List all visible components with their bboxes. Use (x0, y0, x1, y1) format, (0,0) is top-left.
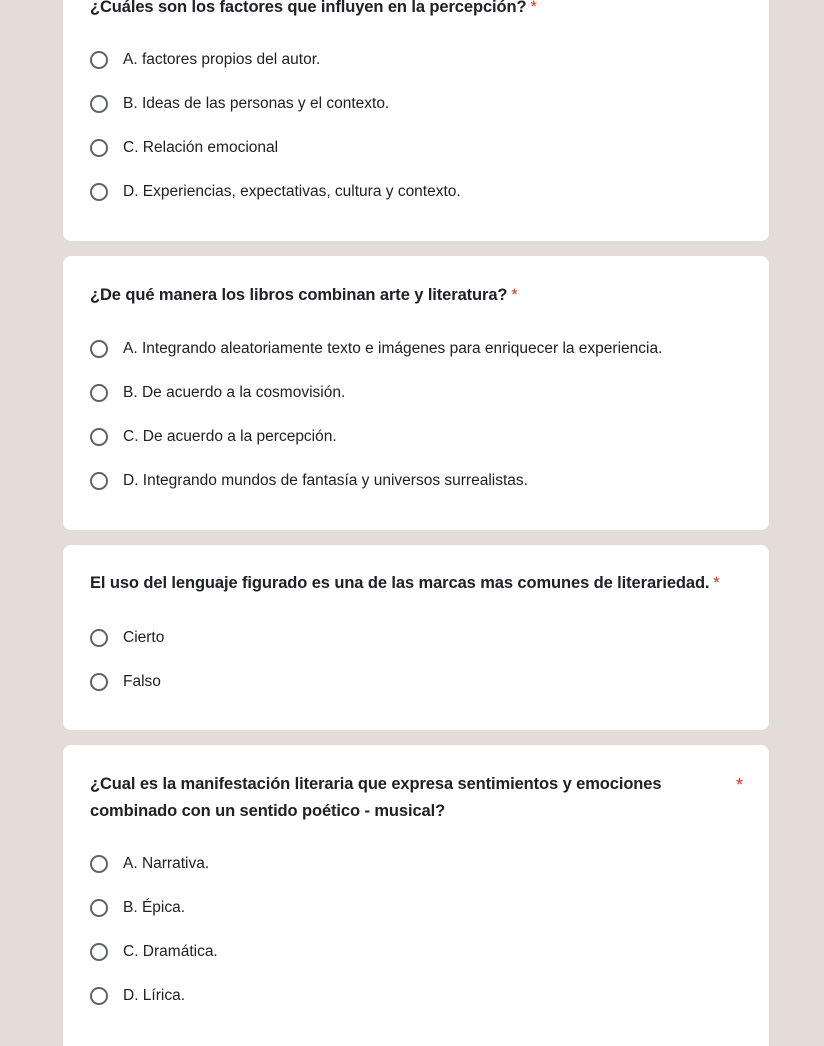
option-label: D. Experiencias, expectativas, cultura y contexto. (123, 183, 461, 200)
question-title-text: ¿Cual es la manifestación literaria que expresa sentimientos y emociones combinado con un sentido poético - musical? (90, 775, 662, 820)
option-label: Falso (123, 673, 161, 690)
question-card-4 (63, 745, 769, 1046)
radio-button-icon[interactable] (90, 629, 108, 647)
radio-option[interactable] (90, 983, 185, 1009)
question-title (90, 282, 743, 309)
radio-button-icon[interactable] (90, 384, 108, 402)
radio-button-icon[interactable] (90, 428, 108, 446)
question-card-2 (63, 256, 769, 530)
radio-option[interactable] (90, 380, 345, 406)
radio-button-icon[interactable] (90, 899, 108, 917)
radio-button-icon[interactable] (90, 340, 108, 358)
question-card-1 (63, 0, 769, 241)
radio-button-icon[interactable] (90, 943, 108, 961)
radio-option[interactable] (90, 895, 185, 921)
radio-button-icon[interactable] (90, 183, 108, 201)
radio-option[interactable] (90, 47, 320, 73)
option-label: C. Dramática. (123, 943, 218, 960)
required-asterisk: * (713, 574, 720, 592)
radio-option[interactable] (90, 424, 337, 450)
radio-button-icon[interactable] (90, 472, 108, 490)
question-title-text: ¿De qué manera los libros combinan arte y literatura? (90, 286, 508, 304)
radio-button-icon[interactable] (90, 51, 108, 69)
radio-option[interactable] (90, 179, 461, 205)
option-label: A. Integrando aleatoriamente texto e imágenes para enriquecer la experiencia. (123, 340, 663, 357)
option-label: B. Ideas de las personas y el contexto. (123, 95, 390, 112)
required-asterisk: * (735, 775, 743, 795)
required-asterisk: * (530, 0, 537, 16)
radio-button-icon[interactable] (90, 855, 108, 873)
radio-option[interactable] (90, 135, 278, 161)
radio-option[interactable] (90, 468, 528, 494)
radio-button-icon[interactable] (90, 673, 108, 691)
option-label: D. Lírica. (123, 987, 186, 1004)
radio-option[interactable] (90, 669, 161, 695)
option-label: D. Integrando mundos de fantasía y universos surrealistas. (123, 472, 528, 489)
radio-option[interactable] (90, 625, 164, 651)
question-title-text: ¿Cuáles son los factores que influyen en la percepción? (90, 0, 527, 16)
required-asterisk: * (511, 286, 518, 304)
radio-option[interactable] (90, 336, 662, 362)
option-label: B. Épica. (123, 899, 186, 916)
question-title-text: El uso del lenguaje figurado es una de las marcas mas comunes de literariedad. (90, 574, 710, 592)
option-label: A. factores propios del autor. (123, 51, 321, 68)
option-label: C. De acuerdo a la percepción. (123, 428, 337, 445)
radio-option[interactable] (90, 851, 209, 877)
question-title (90, 570, 743, 597)
radio-button-icon[interactable] (90, 987, 108, 1005)
question-title (90, 771, 699, 825)
question-title (90, 0, 743, 21)
radio-button-icon[interactable] (90, 95, 108, 113)
radio-button-icon[interactable] (90, 139, 108, 157)
radio-option[interactable] (90, 91, 389, 117)
option-label: B. De acuerdo a la cosmovisión. (123, 384, 346, 401)
question-card-3 (63, 545, 769, 730)
option-label: A. Narrativa. (123, 855, 210, 872)
option-label: Cierto (123, 629, 165, 646)
option-label: C. Relación emocional (123, 139, 279, 156)
radio-option[interactable] (90, 939, 218, 965)
